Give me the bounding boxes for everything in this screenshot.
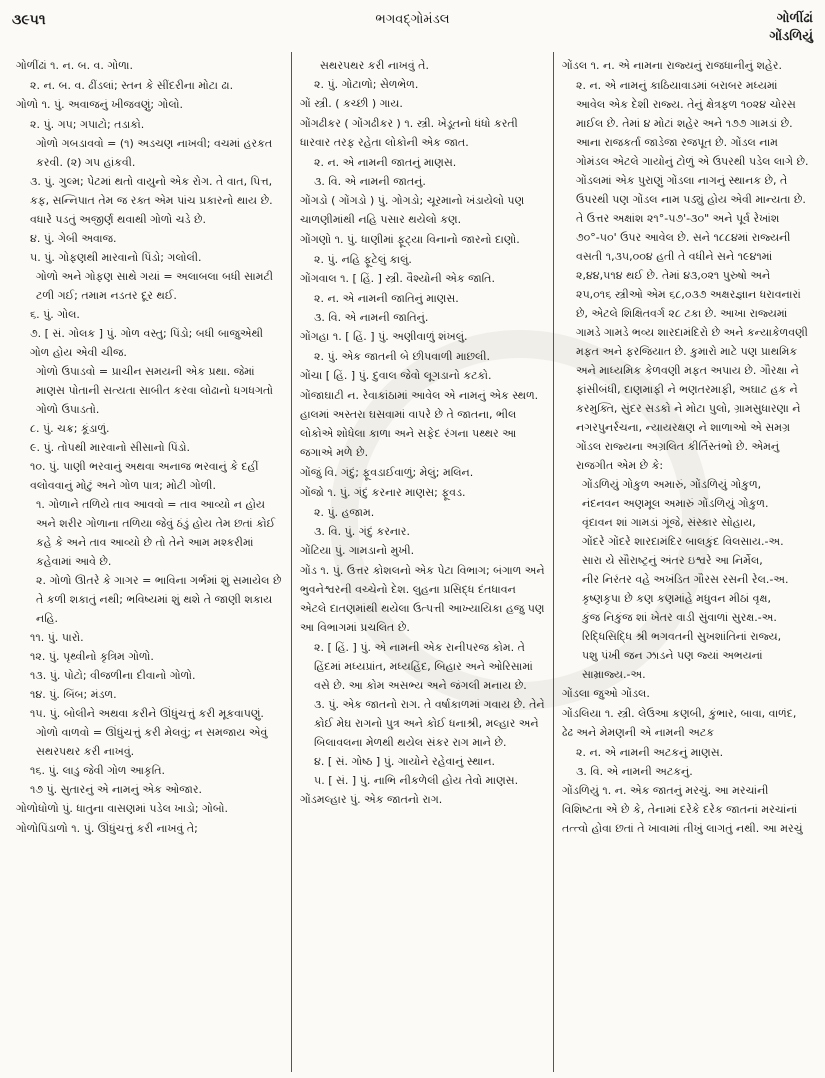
entry-sense: ૩. વિ. એ નામની જાતનું. [314, 175, 426, 188]
entry-sense: ૨. ન. એ નામની જાતનું માણસ. [314, 156, 457, 169]
entry-example: સથરપથર કરી નાખવું તે. [320, 59, 429, 72]
entry-example: નીર નિરંતર વહે અખંડિત ગૌરસ રસની રેલ.-અ. [582, 573, 789, 586]
entry-example: વૃંદાવન શાં ગામડાં ગૂંજે, સંસ્કાર સોહાય, [582, 516, 756, 529]
dictionary-entry: ગોંગહા ૧. [ હિં. ] પું. અણીવાળું શંખલું. [300, 330, 468, 343]
entry-example: સારા યે સૌરાષ્ટ્રનું અંતર ઇશ્વરે આ નિર્મેલ, [582, 554, 763, 567]
dictionary-entry: ગોંડલા જુઓ ગોંડલ. [562, 687, 650, 700]
entry-sense: ૫. પું. ગોફણથી મારવાનો પિંડો; ગલોલી. [30, 251, 202, 264]
dictionary-entry: ગોંગડો ( ગોંગડો ) પું. ગોગડો; ચૂરમાનો ખંડાયેલો પણ ચાળણીમાંથી નહિ પસાર થયેલો કણ. [300, 194, 525, 226]
entry-sense: ૪. પું. ગેબી અવાજ. [30, 232, 117, 245]
entry-sense: ૨. ન. એ નામની અટકનું માણસ. [576, 746, 724, 759]
entry-sense: ૨. પું. નહિ ફૂટેલું કાલું. [314, 253, 412, 266]
page-number: ૩૯૫૧ [12, 12, 46, 28]
guide-word-last: ગોંડળિયું [769, 29, 813, 44]
dictionary-entry: ગોળોધોળો પું. ધાતુના વાસણમાં પડેલ ખાડો; ગોબો. [16, 802, 228, 815]
guide-word-first: ગોળીંઢાં [776, 11, 813, 26]
dictionary-entry: ગોં સ્ત્રી. ( કચ્છી ) ગાય. [300, 97, 403, 110]
entry-example: ગોળો ગબડાવવો = (૧) અડચણ નાખવી; વચમાં હરકત કરવી. (૨) ગપ હાંકવી. [36, 137, 273, 169]
dictionary-entry: ગોંજાઘાટી ન. રેવાકાંઠામાં આવેલ એ નામનું એક સ્થળ. હાલમાં અસ્તરા ઘસવામાં વાપરે છે તે જાતના, ભીલ લોકોએ શોધેલા કાળા અને સફેદ રંગના પથ્થર આ જગાએ મળે છે. [300, 389, 539, 459]
dictionary-entry: ગોંડલિયા ૧. સ્ત્રી. લેઉઆ કણબી, કુંભાર, બાવા, વાળંદ, ઢેઢ અને મેમણની એ નામની અટક [562, 707, 797, 739]
entry-example: કૃષ્ણકૃપા છે કણ કણમાંહે મધુવન મીઠાં વૃક્ષ, [582, 592, 771, 605]
column-2 [291, 52, 553, 1072]
dictionary-entry: ગોંગઢીકર ( ગોંગઢીકર ) ૧. સ્ત્રી. ખેડૂતનો ધંધો કરતી ધારવાર તરફ રહેતા લોકોની એક જાત. [300, 117, 518, 149]
entry-sense: ૫. [ સં. ] પું. નાભિ નીકળેલી હોય તેવો માણસ. [314, 774, 519, 787]
entry-sense: ૧૬. પું. લાડુ જેવી ગોળ આકૃતિ. [30, 764, 166, 777]
entry-example: ગોળો વાળવો = ઊંધુંચત્તું કરી મેલવું; ન સમજાય એવું સથરપથર કરી નાખવું. [36, 726, 268, 758]
entry-sense: ૩. વિ. એ નામની જાતિનું. [314, 311, 429, 324]
entry-example: ગોંદરે ગોંદરે શારદામંદિર બાલકુંદ વિલસાય.-અ. [582, 535, 784, 548]
page-header [0, 0, 825, 52]
entry-sense: ૩. પું. ગુલ્મ; પેટમાં થતો વાયુનો એક રોગ. તે વાત, પિત્ત, કફ, સન્નિપાત તેમ જ રક્ત એમ પાંચ પ્રકારનો થાય છે. વધારે પડતું અજીર્ણ થવાથી ગોળો ચડે છે. [30, 175, 273, 226]
entry-example: પશુ પંખી જન ઝાડને પણ જ્યાં અભયનાં સામ્રાજ્ય.-અ. [582, 649, 763, 681]
entry-sense: ૨. પું. હજામ. [314, 506, 375, 519]
entry-sense: ૨. પું. ગપ; ગપાટો; તડાકો. [30, 118, 145, 131]
entry-sense: ૨. પું. ગોટાળો; સેળભેળ. [314, 78, 419, 91]
entry-example: ગોંડળિયું ગોકુળ અમારું, ગોંડળિયું ગોકુળ, [582, 478, 762, 491]
entry-sense: ૮. પું. ચક્ર; કૂંડાળું. [30, 422, 110, 435]
entry-sense: ૧૪. પું. બિંબ; મંડળ. [30, 688, 117, 701]
entry-example: ગોળો અને ગોફણ સાથે ગયાં = અલાબલા બધી સામટી ટળી ગઈ; તમામ નડતર દૂર થઈ. [36, 270, 274, 302]
entry-sense: ૩. પું. એક જાતનો રાગ. તે વર્ષાકાળમાં ગવાય છે. તેને કોઈ મેઘ રાગનો પુત્ર અને કોઈ ધનાશ્રી, મલ્હાર અને બિલાવલના મેળથી થયેલ સંકર રાગ માને છે. [314, 698, 545, 749]
entry-example: ગોળો ઉપાડવો = પ્રાચીન સમયની એક પ્રથા. જેમાં માણસ પોતાની સત્યતા સાબીત કરવા લોઢાનો ધગધગતો ગોળો ઉપાડતો. [36, 365, 274, 416]
entry-sense: ૯. પું. તોપથી મારવાનો સીસાનો પિંડો. [30, 441, 191, 454]
entry-sense: ૬. પું. ગોલ. [30, 308, 80, 321]
entry-sense: ૧૭ પું. સુતારનું એ નામનું એક ઓજાર. [30, 783, 203, 796]
entry-sense: ૨. ન. બ. વ. ઢીંડલાં; સ્તન કે સીંદરીના મોટા ઢા. [30, 79, 234, 92]
column-3 [553, 52, 817, 1072]
dictionary-entry: ગોંડળિયું ૧. ન. એક જાતનું મરચું. આ મરચાંની વિશિષ્ટતા એ છે કે, તેનામાં દરેકે દરેક જાતનાં મરચાંનાં તત્ત્વો હોવા છતાં તે ખાવામાં તીખું લાગતું નથી. આ મરચું [562, 784, 803, 835]
entry-sense: ૧૨. પું. પૃથ્વીનો કૃત્રિમ ગોળો. [30, 650, 154, 663]
entry-sense: ૪. [ સં. ગોષ્ઠ ] પું. ગાયોને રહેવાનું સ્થાન. [314, 755, 496, 768]
entry-sense: ૨. [ હિં. ] પું. એ નામની એક રાનીપરજ કોમ. તે હિંદમાં મધ્યપ્રાંત, મધ્યહિંદ, બિહાર અને ઓરિસામાં વસે છે. આ કોમ અસભ્ય અને જંગલી મનાય છે. [314, 641, 533, 692]
dictionary-entry: ગોંજો ૧. પું. ગંદું કરનાર માણસ; ફૂવડ. [300, 486, 466, 499]
entry-example: ૧. ગોળાને તળિયે તાવ આવવો = તાવ આવ્યો ન હોય અને શરીર ગોળાના તળિયા જેવું ઠંડું હોય તેમ છતાં કોઈ કહે કે અને તાવ આવ્યો છે તો તેને આમ મશ્કરીમાં કહેવામાં આવે છે. [36, 498, 276, 568]
dictionary-entry: ગોંજું વિ. ગંદું; ફૂવડાઈવાળું; મેલું; મલિન. [300, 466, 474, 479]
entry-sense: ૧૩. પું. પોટો; વીજળીના દીવાનો ગોળો. [30, 669, 196, 682]
dictionary-entry: ગોંડમલ્હાર પું. એક જાતનો રાગ. [300, 793, 443, 806]
dictionary-entry: ગોંટિયા પું. ગામડાનો મુખી. [300, 544, 415, 557]
dictionary-entry: ગોંડલ ૧. ન. એ નામના રાજ્યનું રાજધાનીનું શહેર. [562, 59, 782, 72]
dictionary-entry: ગોળીંઢાં ૧. ન. બ. વ. ગોળા. [16, 59, 133, 72]
entry-sense: ૨. પું. એક જાતની બે છીપવાળી માછલી. [314, 350, 490, 363]
guide-words [769, 10, 813, 46]
entry-sense: ૨. ન. એ નામની જાતિનું માણસ. [314, 292, 459, 305]
dictionary-entry: ગોંડ ૧. પું. ઉત્તર કોશલનો એક પેટા વિભાગ; બંગાળ અને ભુવનેશ્વરની વચ્ચેનો દેશ. લુહના પ્રસિદ્ધ દંતધાવન એટલે દાતણમાંથી થયેલા ઉત્પત્તી આખ્યાયિકા હજુ પણ આ વિભાગમાં પ્રચલિત છે. [300, 564, 545, 634]
entry-sense: ૧૦. પું. પાણી ભરવાનું અથવા અનાજ ભરવાનું કે દહીં વલોવવાનું મોટું અને ગોળ પાત્ર; મોટી ગોળી. [30, 460, 259, 492]
entry-example: કુંજ નિકુંજ શાં ખેતર વાડી સુંવાળાં સુરક્ષ.-અ. [582, 611, 777, 624]
column-1 [8, 52, 291, 1072]
entry-sense: ૭. [ સં. ગોલક ] પું. ગોળ વસ્તુ; પિંડો; બધી બાજુએથી ગોળ હોય એવી ચીજ. [30, 327, 264, 359]
entry-sense: ૨. ન. એ નામનું કાઠિયાવાડમાં બરાબર મધ્યમાં આવેલ એક દેશી રાજ્ય. તેનું ક્ષેત્રફળ ૧૦૨૪ ચોરસ માઈલ છે. તેમાં ૪ મોટાં શહેર અને ૧૭૭ ગામડાં છે. આના રાજકર્તા જાડેજા રજપૂત છે. ગોંડલ નામ ગોમંડલ એટલે ગાયોનું ટોળું એ ઉપરથી પડેલ લાગે છે. ગોંડલમાં એક પુરાણું ગોંડલા નાગનું સ્થાનક છે, તે ઉપરથી પણ ગોંડલ નામ પડ્યું હોય એવી માન્યતા છે. તે ઉત્તર અક્ષાંશ ૨૧°-૫૭'-૩૦" અને પૂર્વ રેખાંશ ૭૦°-૫૦' ઉપર આવેલ છે. સને ૧૮૮૪માં રાજ્યની વસતી ૧,૩૫,૦૦૪ હતી તે વધીને સને ૧૯૪૧માં ૨,૪૪,૫૧૪ થઈ છે. તેમાં ૪૩,૦૨૧ પુરુષો અને ૨૫,૦૧૬ સ્ત્રીઓ એમ ૬૮,૦૩૭ અક્ષરજ્ઞાન ધરાવનારાં છે, એટલે શિક્ષિતવર્ગ ૨૮ ટકા છે. આખા રાજ્યમાં ગામડે ગામડે ભવ્ય શારદામંદિરો છે અને કન્યાકેળવણી મફત અને ફરજિયાત છે. કુમારો માટે પણ પ્રાથમિક અને માધ્યમિક કેળવણી મફત અપાય છે. ગૌરક્ષા ને ફાંસીબંધી, દાણમાફી ને ભણતરમાફી, અઘાટ હક ને કરમુક્તિ, સુંદર સડકો ને મોટા પુલો, ગ્રામસુધારણા ને નગરપુનર્રચના, ન્યાયરક્ષણ ને શાળાઓ એ સમગ્ર ગોંડલ રાજ્યના અગ્રલિત કીર્તિસ્તંભો છે. એમનું રાજગીત એમ છે કે: [576, 79, 809, 472]
entry-example: રિદ્ધિસિદ્ધિ શ્રી ભગવતની સુખશાંતિનાં રાજ્ય, [582, 630, 782, 643]
dictionary-entry: ગોળોપિંડાળો ૧. પું. ઊંધુંચત્તું કરી નાખવું તે; [16, 822, 198, 835]
running-title: ભગવદ્ગોમંડલ [375, 12, 450, 27]
entry-example: ૨. ગોળો ઊતરે કે ગાગર = ભાવિના ગર્ભમાં શું સમાયેલ છે તે કળી શકાતું નથી; ભવિષ્યમાં શું થશે તે જાણી શકાય નહિ. [36, 574, 282, 625]
entry-sense: ૧૫. પું. બોલીને અથવા કરીને ઊંધુંચત્તું કરી મૂકવાપણું. [30, 707, 264, 720]
entry-sense: ૩. વિ. પું. ગંદું કરનાર. [314, 525, 410, 538]
entry-example: નંદનવન અણમૂલ અમારું ગોંડળિયું ગોકુળ. [582, 497, 769, 510]
dictionary-columns [8, 52, 817, 1072]
dictionary-entry: ગોળો ૧. પું. અવાજનું ખીજવણું; ગોલો. [16, 98, 183, 111]
entry-sense: ૧૧. પું. પારો. [30, 631, 84, 644]
dictionary-entry: ગોંગણો ૧. પું. ધાણીમાં ફૂટ્યા વિનાનો જારનો દાણો. [300, 233, 520, 246]
dictionary-entry: ગોંચા [ હિં. ] પું. દુવાલ જેવો લૂગડાનો કટકો. [300, 369, 492, 382]
dictionary-entry: ગોંગવાલ ૧. [ હિં. ] સ્ત્રી. વૈશ્યોની એક જાતિ. [300, 272, 495, 285]
entry-sense: ૩. વિ. એ નામની અટકનું. [576, 765, 693, 778]
